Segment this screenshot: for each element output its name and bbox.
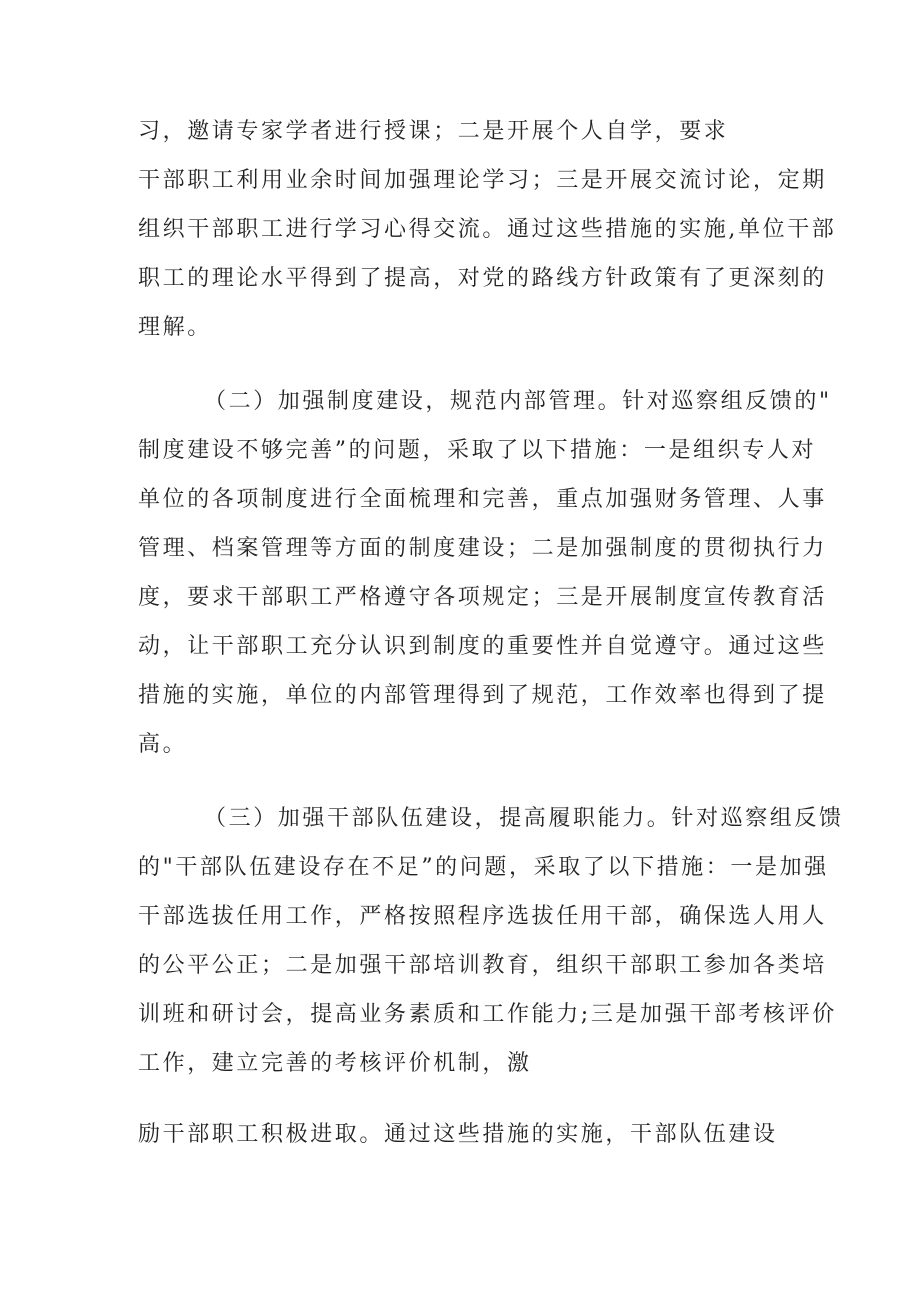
text-line-9: 管理、档案管理等方面的制度建设；二是加强制度的贯彻执行力: [138, 536, 827, 561]
text-line-5: 理解。: [138, 315, 212, 340]
text-line-2: 干部职工利用业余时间加强理论学习；三是开展交流讨论，定期: [138, 168, 827, 193]
text-line-19: 工作，建立完善的考核评价机制，激: [138, 1051, 532, 1076]
text-line-16: 干部选拔任用工作，严格按照程序选拔任用干部，确保选人用人: [138, 904, 827, 929]
text-line-10: 度，要求干部职工严格遵守各项规定；三是开展制度宣传教育活: [138, 585, 827, 610]
text-line-18: 训班和研讨会，提高业务素质和工作能力;三是加强干部考核评价: [138, 1002, 837, 1027]
text-line-8: 单位的各项制度进行全面梳理和完善，重点加强财务管理、人事: [138, 487, 827, 512]
text-line-13: 高。: [138, 732, 188, 757]
section-3-heading-line: （三）加强干部队伍建设，提高履职能力。针对巡察组反馈: [204, 806, 844, 831]
text-line-20: 励干部职工积极进取。通过这些措施的实施，干部队伍建设: [138, 1122, 778, 1147]
text-line-7: 制度建设不够完善”的问题，采取了以下措施：一是组织专人对: [138, 438, 817, 463]
text-line-12: 措施的实施，单位的内部管理得到了规范，工作效率也得到了提: [138, 683, 827, 708]
text-line-11: 动，让干部职工充分认识到制度的重要性并自觉遵守。通过这些: [138, 634, 827, 659]
text-line-17: 的公平公正；二是加强干部培训教育，组织干部职工参加各类培: [138, 953, 827, 978]
text-line-15: 的"干部队伍建设存在不足”的问题，采取了以下措施：一是加强: [138, 855, 829, 880]
text-line-3: 组织干部职工进行学习心得交流。通过这些措施的实施,单位干部: [138, 217, 837, 242]
section-2-heading-line: （二）加强制度建设，规范内部管理。针对巡察组反馈的": [204, 389, 832, 414]
text-line-4: 职工的理论水平得到了提高，对党的路线方针政策有了更深刻的: [138, 266, 827, 291]
text-line-1: 习，邀请专家学者进行授课；二是开展个人自学，要求: [138, 119, 729, 144]
